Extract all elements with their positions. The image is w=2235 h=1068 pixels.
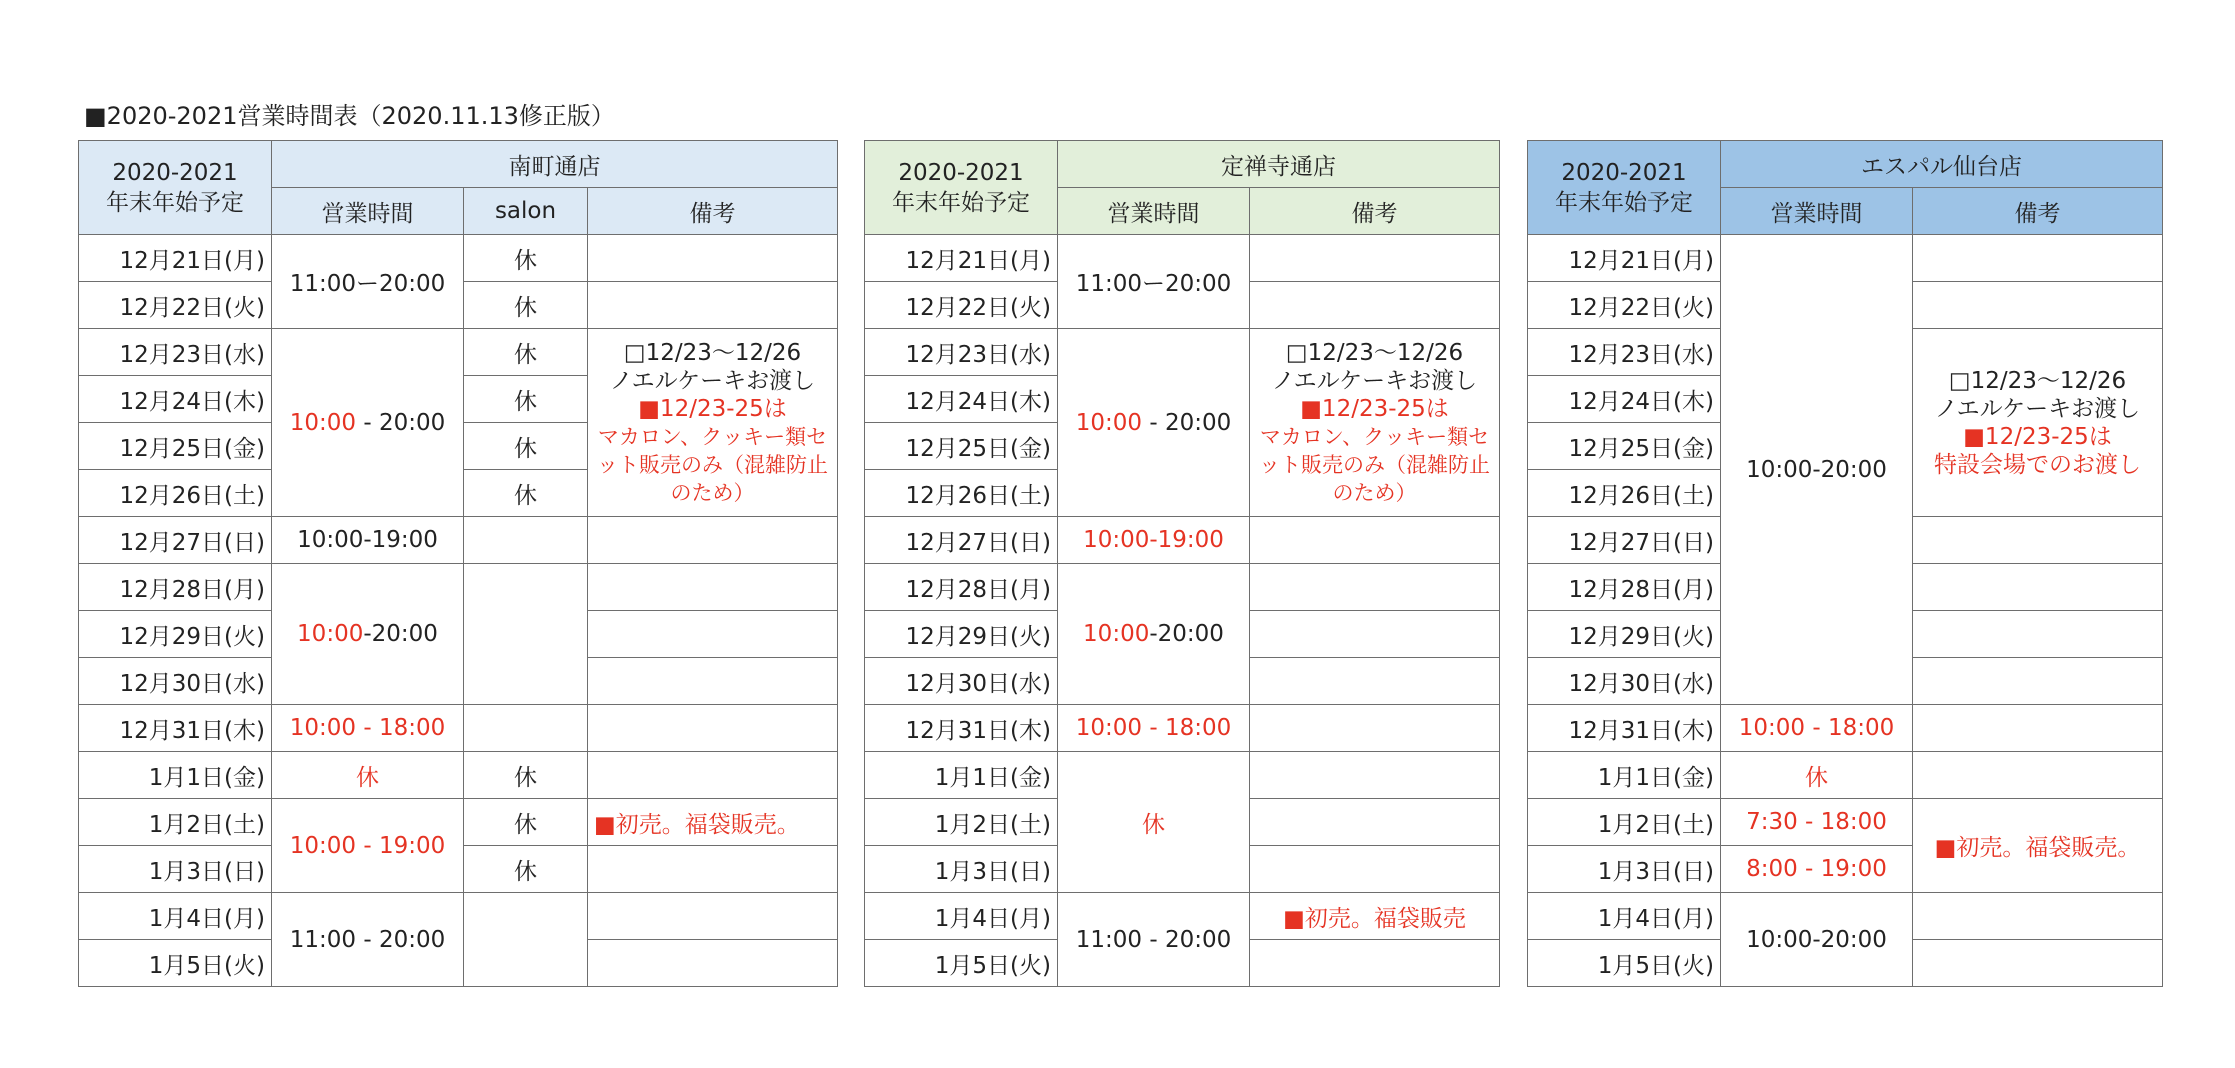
date-cell: 12月24日(木)	[1528, 376, 1721, 423]
note-cell	[588, 940, 838, 987]
table-row	[865, 235, 1500, 282]
note-cell	[1250, 235, 1500, 282]
hours-end: -20:00	[363, 621, 438, 647]
salon-cell: 休	[464, 799, 588, 846]
salon-cell	[464, 564, 588, 705]
note-cell	[588, 564, 838, 611]
date-cell: 12月31日(木)	[865, 705, 1058, 752]
hours-end: - 20:00	[356, 409, 446, 436]
note-cell	[1250, 752, 1500, 799]
col-header-notes: 備考	[1250, 188, 1500, 235]
table-row	[1528, 752, 2163, 799]
date-cell: 1月4日(月)	[1528, 893, 1721, 940]
hours-end: -20:00	[1149, 621, 1224, 647]
date-cell: 1月3日(日)	[1528, 846, 1721, 893]
table-row	[865, 893, 1500, 940]
header-period-year: 2020-2021	[1561, 159, 1687, 186]
date-cell: 12月29日(火)	[1528, 611, 1721, 658]
table-row	[79, 517, 838, 564]
note-noel-dates: □12/23～12/26	[623, 339, 802, 366]
hours-cell: 10:00 - 19:00	[272, 799, 464, 893]
date-cell: 12月21日(月)	[865, 235, 1058, 282]
note-cell	[1250, 564, 1500, 611]
schedule-table-jozenji	[864, 140, 1500, 987]
hours-cell: 10:00-19:00	[272, 517, 464, 564]
col-header-notes: 備考	[588, 188, 838, 235]
date-cell: 12月30日(水)	[79, 658, 272, 705]
date-cell: 12月30日(水)	[865, 658, 1058, 705]
note-dates-red: ■12/23-25は	[638, 395, 787, 422]
hours-cell: 休	[1058, 752, 1250, 893]
date-cell: 12月26日(土)	[79, 470, 272, 517]
date-cell: 1月5日(火)	[1528, 940, 1721, 987]
hours-start-red: 10:00	[297, 621, 364, 647]
page-title: ■2020-2021営業時間表（2020.11.13修正版）	[84, 102, 615, 130]
table-row	[865, 752, 1500, 799]
note-dates-red: ■12/23-25は	[1963, 423, 2112, 450]
note-cell	[588, 282, 838, 329]
hours-start-red: 10:00	[1075, 409, 1143, 436]
header-period-label: 年末年始予定	[1555, 189, 1693, 216]
hours-cell	[272, 329, 464, 517]
note-cell: ■初売。福袋販売	[1250, 893, 1500, 940]
date-cell: 12月25日(金)	[865, 423, 1058, 470]
header-period-label: 年末年始予定	[106, 189, 244, 216]
note-noel-dates: □12/23～12/26	[1285, 339, 1464, 366]
note-cell	[588, 658, 838, 705]
date-cell: 12月25日(金)	[79, 423, 272, 470]
hours-end: - 20:00	[1142, 409, 1232, 436]
salon-cell	[464, 705, 588, 752]
salon-cell: 休	[464, 376, 588, 423]
salon-cell: 休	[464, 846, 588, 893]
note-cell	[1913, 329, 2163, 517]
table-row	[79, 564, 838, 611]
header-period	[79, 141, 272, 235]
date-cell: 12月23日(水)	[79, 329, 272, 376]
date-cell: 1月2日(土)	[1528, 799, 1721, 846]
note-cell	[1913, 658, 2163, 705]
table-row	[79, 893, 838, 940]
note-cell	[588, 705, 838, 752]
date-cell: 12月28日(月)	[79, 564, 272, 611]
store-name: 南町通店	[272, 141, 838, 188]
hours-cell: 11:00 - 20:00	[272, 893, 464, 987]
col-header-hours: 営業時間	[272, 188, 464, 235]
date-cell: 12月31日(木)	[1528, 705, 1721, 752]
store-name: エスパル仙台店	[1721, 141, 2163, 188]
note-cell	[1250, 329, 1500, 517]
date-cell: 12月31日(木)	[79, 705, 272, 752]
hours-cell: 10:00 - 18:00	[1058, 705, 1250, 752]
note-cell	[1913, 893, 2163, 940]
hours-cell: 10:00-20:00	[1721, 893, 1913, 987]
note-noel-cake: ノエルケーキお渡し	[609, 367, 816, 394]
note-noel-dates: □12/23～12/26	[1948, 367, 2127, 394]
note-cell	[1913, 940, 2163, 987]
hours-cell: 10:00 - 18:00	[272, 705, 464, 752]
header-period	[865, 141, 1058, 235]
salon-cell	[464, 517, 588, 564]
note-cell	[1913, 517, 2163, 564]
table-row	[1528, 235, 2163, 282]
hours-cell	[272, 564, 464, 705]
note-cell: ■初売。福袋販売。	[588, 799, 838, 846]
hours-cell: 11:00ー20:00	[1058, 235, 1250, 329]
date-cell: 12月29日(火)	[865, 611, 1058, 658]
store-name: 定禅寺通店	[1058, 141, 1500, 188]
date-cell: 12月23日(水)	[1528, 329, 1721, 376]
date-cell: 12月22日(火)	[1528, 282, 1721, 329]
hours-cell	[1058, 564, 1250, 705]
note-cell	[1250, 611, 1500, 658]
date-cell: 12月27日(日)	[79, 517, 272, 564]
date-cell: 1月4日(月)	[79, 893, 272, 940]
note-cell	[588, 329, 838, 517]
header-period	[1528, 141, 1721, 235]
date-cell: 1月1日(金)	[865, 752, 1058, 799]
date-cell: 12月22日(火)	[865, 282, 1058, 329]
note-cell: ■初売。福袋販売。	[1913, 799, 2163, 893]
note-cell	[1913, 611, 2163, 658]
note-noel-cake: ノエルケーキお渡し	[1934, 395, 2141, 422]
date-cell: 12月24日(木)	[865, 376, 1058, 423]
note-cell	[1250, 846, 1500, 893]
salon-cell	[464, 893, 588, 987]
table-row	[1528, 893, 2163, 940]
hours-cell: 休	[1721, 752, 1913, 799]
date-cell: 12月21日(月)	[1528, 235, 1721, 282]
salon-cell: 休	[464, 423, 588, 470]
note-noel-cake: ノエルケーキお渡し	[1271, 367, 1478, 394]
header-period-year: 2020-2021	[898, 159, 1024, 186]
note-cell	[588, 893, 838, 940]
note-cell	[1913, 564, 2163, 611]
date-cell: 12月30日(水)	[1528, 658, 1721, 705]
date-cell: 1月2日(土)	[865, 799, 1058, 846]
date-cell: 12月27日(日)	[1528, 517, 1721, 564]
note-cell	[588, 235, 838, 282]
table-row	[865, 517, 1500, 564]
date-cell: 1月5日(火)	[865, 940, 1058, 987]
date-cell: 1月5日(火)	[79, 940, 272, 987]
hours-cell: 8:00 - 19:00	[1721, 846, 1913, 893]
date-cell: 1月2日(土)	[79, 799, 272, 846]
header-period-label: 年末年始予定	[892, 189, 1030, 216]
date-cell: 12月21日(月)	[79, 235, 272, 282]
note-cell	[1250, 705, 1500, 752]
date-cell: 12月26日(土)	[1528, 470, 1721, 517]
hours-cell: 11:00ー20:00	[272, 235, 464, 329]
note-cell	[1250, 799, 1500, 846]
note-cell	[588, 611, 838, 658]
hours-start-red: 10:00	[1083, 621, 1150, 647]
schedule-table-espal	[1527, 140, 2163, 987]
note-cell	[1913, 752, 2163, 799]
note-venue: 特設会場でのお渡し	[1934, 451, 2141, 478]
note-cell	[1913, 235, 2163, 282]
table-row	[865, 705, 1500, 752]
col-header-salon: salon	[464, 188, 588, 235]
hours-cell: 10:00-20:00	[1721, 235, 1913, 705]
date-cell: 12月23日(水)	[865, 329, 1058, 376]
note-set-sale: マカロン、クッキー類セット販売のみ（混雑防止のため）	[597, 424, 828, 505]
note-cell	[588, 846, 838, 893]
note-cell	[1250, 940, 1500, 987]
table-row	[1528, 799, 2163, 846]
date-cell: 12月28日(月)	[1528, 564, 1721, 611]
date-cell: 12月24日(木)	[79, 376, 272, 423]
salon-cell: 休	[464, 235, 588, 282]
table-row	[79, 799, 838, 846]
table-row	[79, 705, 838, 752]
salon-cell: 休	[464, 329, 588, 376]
note-set-sale: マカロン、クッキー類セット販売のみ（混雑防止のため）	[1259, 424, 1490, 505]
date-cell: 12月25日(金)	[1528, 423, 1721, 470]
date-cell: 12月27日(日)	[865, 517, 1058, 564]
note-cell	[1250, 517, 1500, 564]
hours-cell: 11:00 - 20:00	[1058, 893, 1250, 987]
date-cell: 12月29日(火)	[79, 611, 272, 658]
table-row	[79, 329, 838, 376]
table-row	[1528, 705, 2163, 752]
salon-cell: 休	[464, 470, 588, 517]
hours-start-red: 10:00	[289, 409, 357, 436]
col-header-hours: 営業時間	[1058, 188, 1250, 235]
col-header-hours: 営業時間	[1721, 188, 1913, 235]
note-cell	[1250, 658, 1500, 705]
date-cell: 12月22日(火)	[79, 282, 272, 329]
date-cell: 1月3日(日)	[79, 846, 272, 893]
hours-cell: 10:00 - 18:00	[1721, 705, 1913, 752]
date-cell: 12月26日(土)	[865, 470, 1058, 517]
note-dates-red: ■12/23-25は	[1300, 395, 1449, 422]
note-cell	[588, 517, 838, 564]
table-row	[865, 329, 1500, 376]
hours-cell: 7:30 - 18:00	[1721, 799, 1913, 846]
header-period-year: 2020-2021	[112, 159, 238, 186]
table-row	[79, 752, 838, 799]
date-cell: 1月1日(金)	[1528, 752, 1721, 799]
date-cell: 1月3日(日)	[865, 846, 1058, 893]
hours-cell	[1058, 329, 1250, 517]
note-cell	[588, 752, 838, 799]
salon-cell: 休	[464, 282, 588, 329]
hours-cell: 10:00-19:00	[1058, 517, 1250, 564]
date-cell: 12月28日(月)	[865, 564, 1058, 611]
table-row	[865, 564, 1500, 611]
note-cell	[1250, 282, 1500, 329]
note-cell	[1913, 282, 2163, 329]
date-cell: 1月1日(金)	[79, 752, 272, 799]
table-row	[79, 235, 838, 282]
hours-cell: 休	[272, 752, 464, 799]
schedule-table-minamimachi	[78, 140, 838, 987]
note-cell	[1913, 705, 2163, 752]
date-cell: 1月4日(月)	[865, 893, 1058, 940]
salon-cell: 休	[464, 752, 588, 799]
col-header-notes: 備考	[1913, 188, 2163, 235]
